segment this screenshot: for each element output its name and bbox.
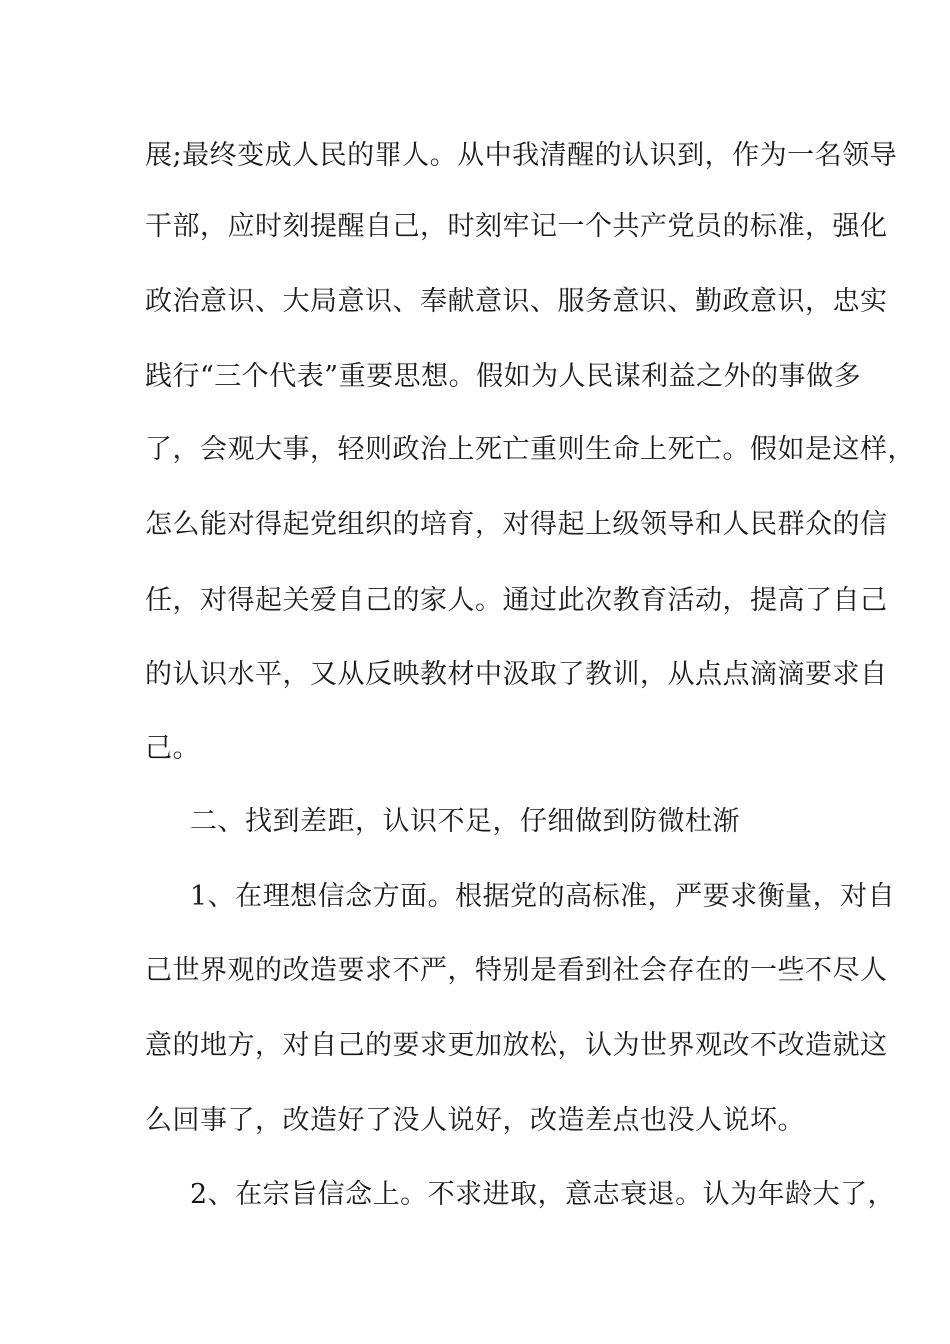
paragraph-line: 的认识水平，又从反映教材中汲取了教训，从点点滴滴要求自 [145, 659, 888, 690]
paragraph-line: 干部，应时刻提醒自己，时刻牢记一个共产党员的标准，强化 [145, 211, 888, 242]
paragraph-line: 2、在宗旨信念上。不求进取，意志衰退。认为年龄大了， [190, 1179, 896, 1210]
paragraph-line: 1、在理想信念方面。根据党的高标准，严要求衡量，对自 [190, 881, 896, 912]
paragraph-line: 己世界观的改造要求不严，特别是看到社会存在的一些不尽人 [145, 955, 888, 986]
paragraph-line: 意的地方，对自己的要求更加放松，认为世界观改不改造就这 [145, 1030, 888, 1061]
paragraph-line: 展;最终变成人民的罪人。从中我清醒的认识到，作为一名领导 [145, 140, 898, 171]
paragraph-line: 任，对得起关爱自己的家人。通过此次教育活动，提高了自己 [145, 585, 888, 616]
paragraph-line: 己。 [145, 733, 200, 764]
paragraph-line: 怎么能对得起党组织的培育，对得起上级领导和人民群众的信 [145, 509, 888, 540]
section-heading: 二、找到差距，认识不足，仔细做到防微杜渐 [190, 806, 740, 837]
paragraph-line: 了，会观大事，轻则政治上死亡重则生命上死亡。假如是这样， [145, 434, 915, 465]
paragraph-line: 践行“三个代表”重要思想。假如为人民谋利益之外的事做多 [145, 361, 862, 392]
paragraph-line: 政治意识、大局意识、奉献意识、服务意识、勤政意识，忠实 [145, 286, 888, 317]
paragraph-line: 么回事了，改造好了没人说好，改造差点也没人说坏。 [145, 1105, 805, 1136]
